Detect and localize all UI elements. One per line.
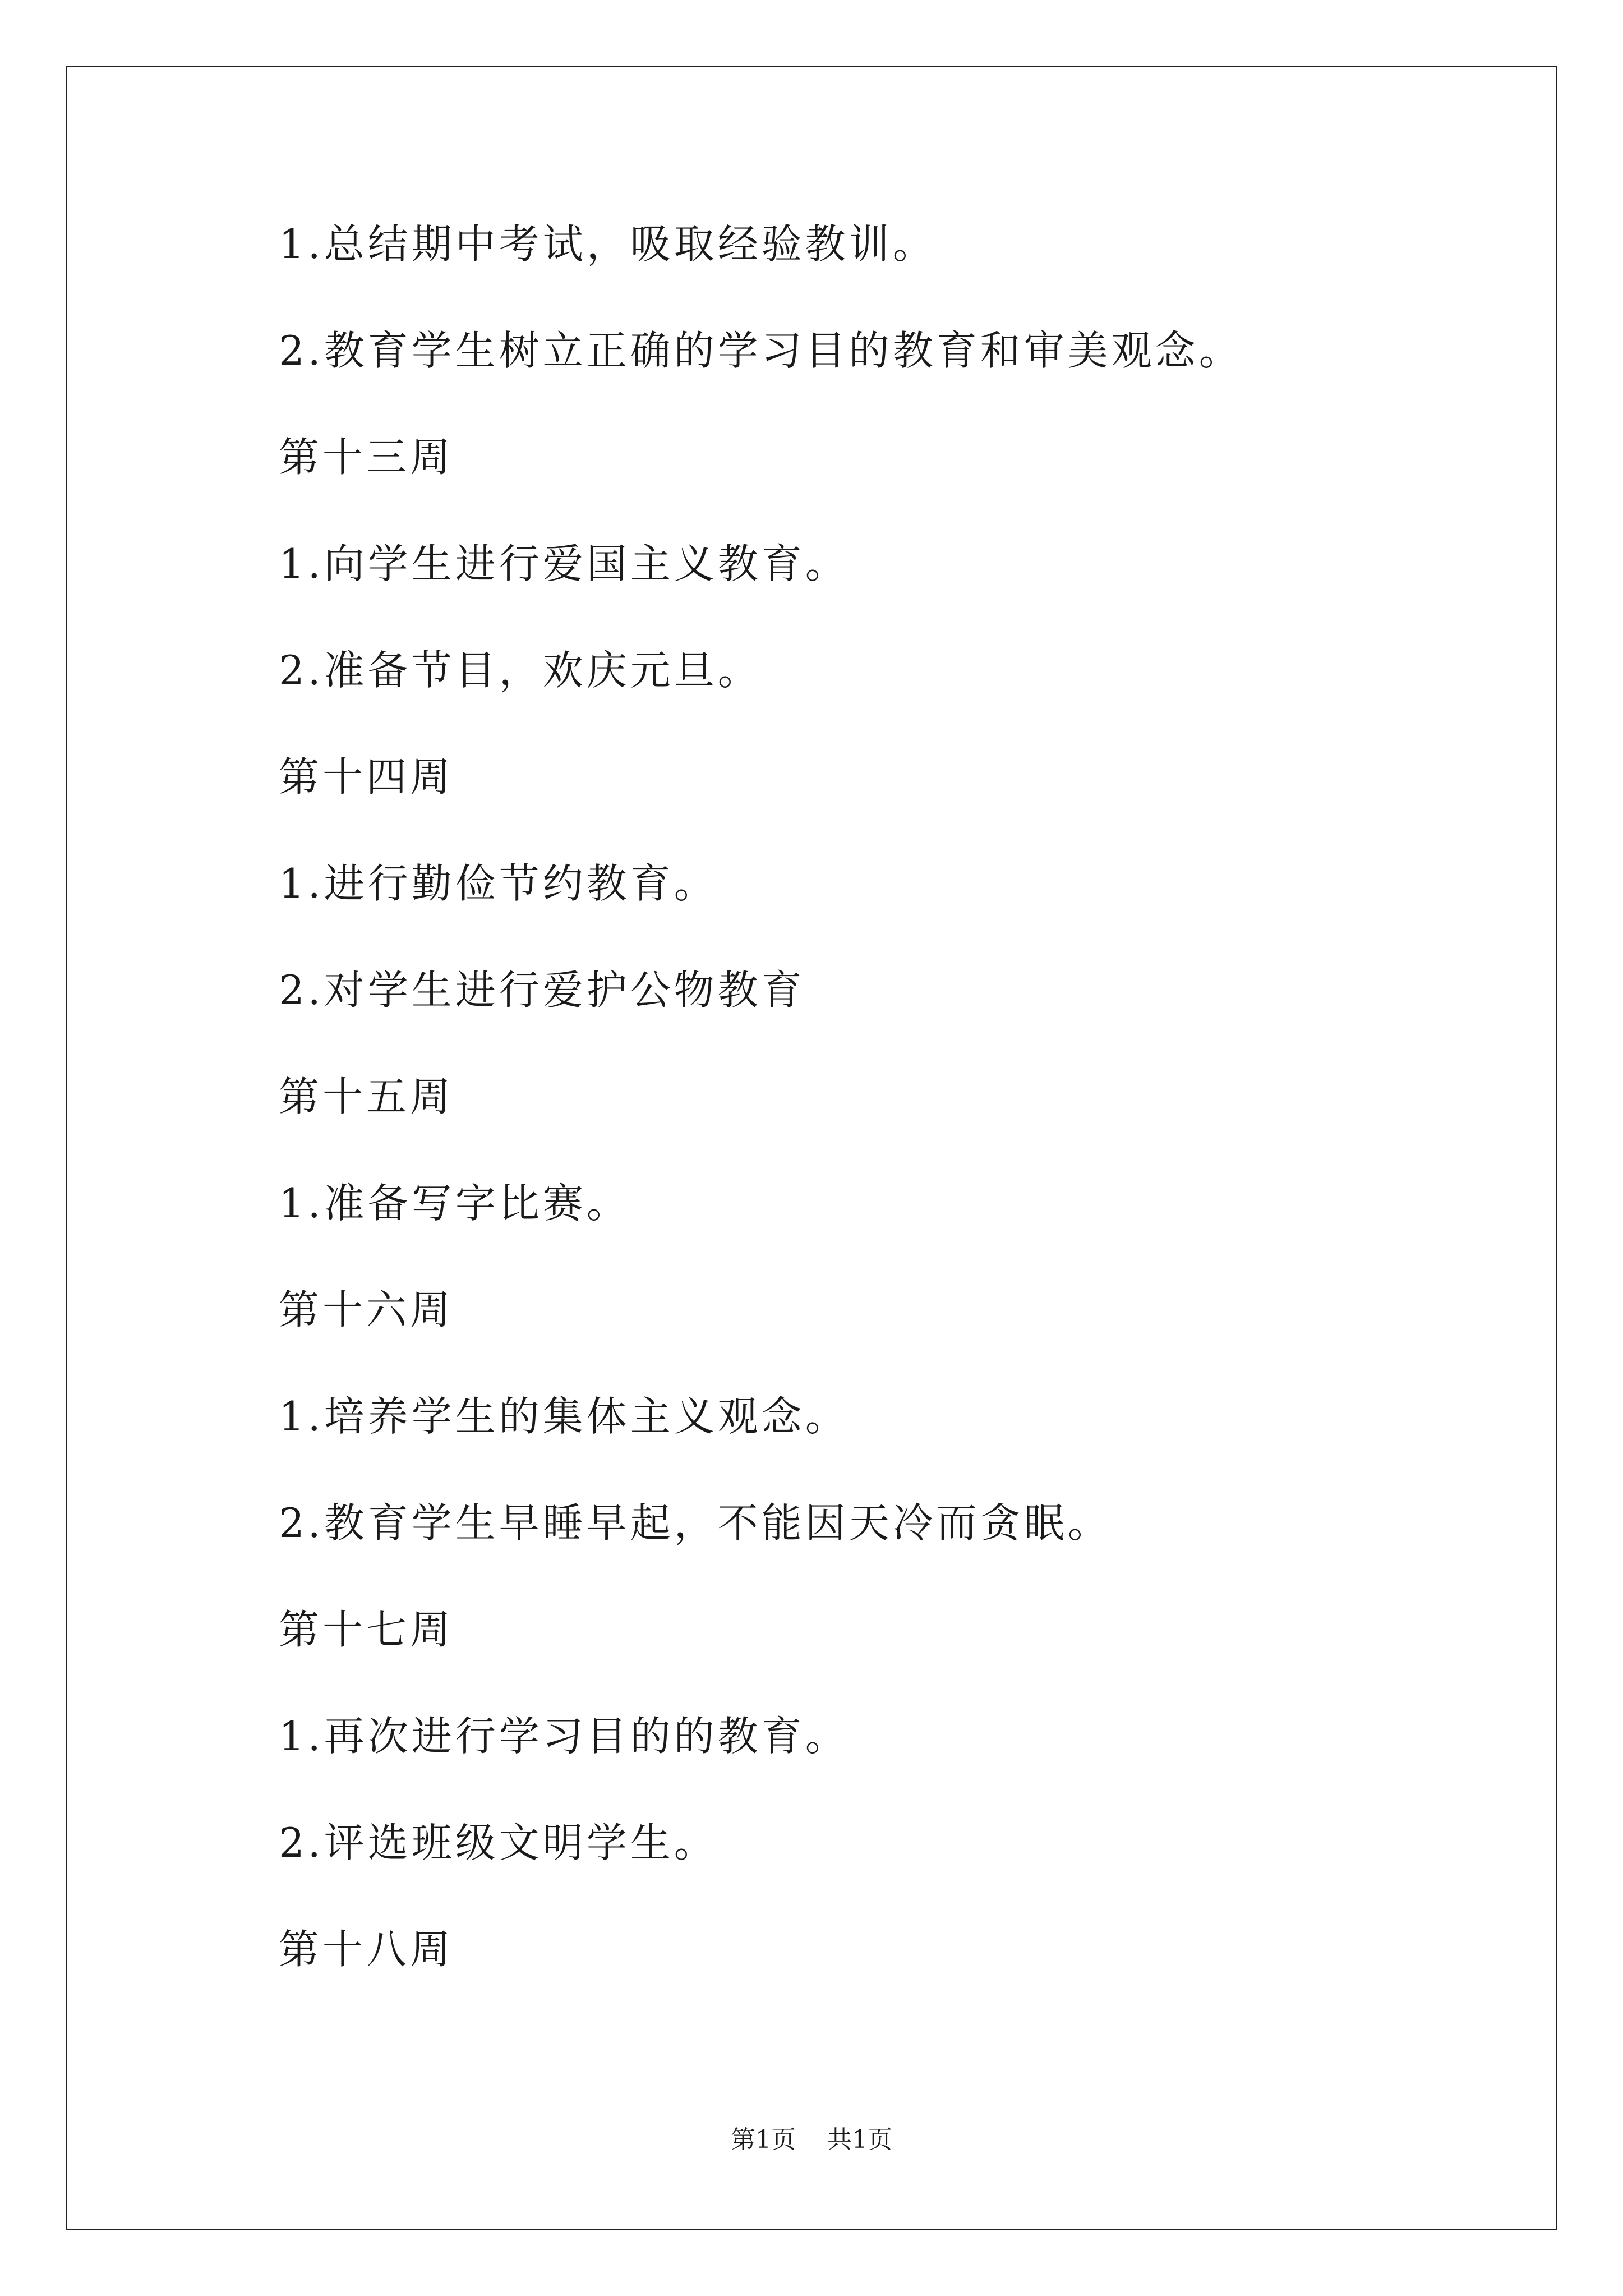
list-item: 1.总结期中考试，吸取经验教训。	[279, 220, 937, 268]
list-item: 2.教育学生早睡早起，不能因天冷而贪眠。	[279, 1499, 1112, 1547]
list-item: 1.培养学生的集体主义观念。	[279, 1393, 849, 1440]
week-heading: 第十五周	[279, 1073, 454, 1120]
week-heading: 第十三周	[279, 434, 454, 481]
week-heading: 第十八周	[279, 1926, 454, 1973]
list-item: 2.教育学生树立正确的学习目的教育和审美观念。	[279, 327, 1243, 374]
week-heading: 第十七周	[279, 1606, 454, 1653]
list-item: 1.向学生进行爱国主义教育。	[279, 540, 849, 587]
list-item: 2.对学生进行爱护公物教育	[279, 967, 805, 1014]
list-item: 1.再次进行学习目的的教育。	[279, 1713, 849, 1760]
page-number-footer: 第1页 共1页	[731, 2125, 892, 2154]
week-heading: 第十六周	[279, 1286, 454, 1333]
list-item: 1.进行勤俭节约教育。	[279, 860, 718, 907]
week-heading: 第十四周	[279, 753, 454, 800]
list-item: 1.准备写字比赛。	[279, 1180, 630, 1227]
document-body	[279, 219, 1456, 2031]
list-item: 2.准备节目，欢庆元旦。	[279, 647, 762, 694]
list-item: 2.评选班级文明学生。	[279, 1819, 718, 1866]
